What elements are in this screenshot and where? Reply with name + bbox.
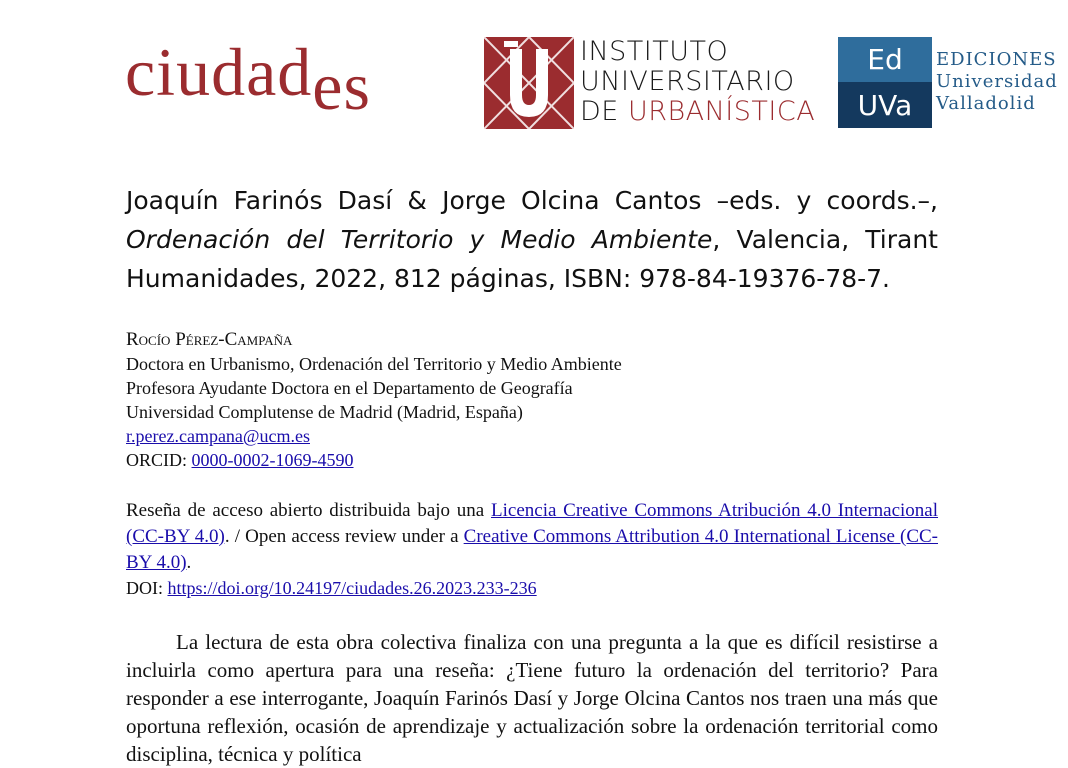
iuu-logo — [484, 37, 815, 129]
body-paragraph: La lectura de esta obra colectiva finaliza con una pregunta a la que es difícil resistirse a incluirla como apertura para una reseña: ¿Tiene futuro la ordenación del territorio? Para responder a ese interrogante, Joaquín Farinós Dasí y Jorge Olcina Cantos nos traen una más que oportuna reflexión, ocasión de aprendizaje y actualización sobre la ordenación territorial como disciplina, técnica y política — [126, 630, 938, 766]
iuu-line3-b: URBANÍSTICA — [627, 96, 816, 127]
eduva-line1: EDICIONES — [936, 49, 1057, 70]
doi-line — [126, 576, 938, 600]
iuu-logo-text — [580, 37, 815, 127]
eduva-mark — [838, 37, 932, 128]
title-part1: Joaquín Farinós Dasí & Jorge Olcina Cantos –eds. y coords.–, — [126, 186, 938, 215]
license-block — [126, 498, 938, 600]
license-link-es[interactable]: Licencia Creative Commons Atribución 4.0 Internacional (CC-BY 4.0) — [126, 500, 939, 547]
author-affiliation-1: Doctora en Urbanismo, Ordenación del Territorio y Medio Ambiente — [126, 354, 622, 374]
ciudades-logo-main: ciudad — [125, 34, 313, 110]
iuu-line1: INSTITUTO — [580, 36, 729, 67]
iuu-mark-icon — [484, 37, 574, 129]
iuu-line2: UNIVERSITARIO — [580, 66, 795, 97]
ciudades-logo — [125, 32, 371, 124]
review-title — [126, 181, 938, 298]
eduva-mark-bottom: UVa — [838, 82, 932, 128]
license-text-2: . / Open access review under a — [224, 526, 464, 547]
eduva-line3: Valladolid — [936, 93, 1036, 114]
license-link-en[interactable]: Creative Commons Attribution 4.0 International License (CC-BY 4.0) — [126, 526, 938, 573]
eduva-logo — [838, 37, 1058, 128]
iuu-line3 — [580, 97, 815, 127]
author-affiliation-2: Profesora Ayudante Doctora en el Departamento de Geografía — [126, 378, 573, 398]
orcid-link[interactable]: 0000-0002-1069-4590 — [191, 450, 354, 470]
title-book: Ordenación del Territorio y Medio Ambiente — [126, 225, 713, 254]
orcid-label: ORCID: — [126, 450, 192, 470]
eduva-mark-top: Ed — [838, 37, 932, 82]
doi-label: DOI: — [126, 578, 168, 598]
eduva-line2: Universidad — [936, 71, 1058, 92]
author-email-link[interactable]: r.perez.campana@ucm.es — [126, 426, 310, 446]
eduva-logo-text — [936, 49, 1058, 115]
title-part2: , Valencia, Tirant Humanidades, 2022, 812 páginas, ISBN: 978-84-19376-78-7. — [126, 225, 938, 293]
iuu-line3-a: DE — [580, 96, 628, 127]
license-text-1: Reseña de acceso abierto distribuida bajo una — [126, 500, 492, 521]
author-affiliation-3: Universidad Complutense de Madrid (Madrid, España) — [126, 402, 523, 422]
license-text-3: . — [186, 552, 192, 573]
author-name: Rocío Pérez-Campaña — [126, 329, 293, 350]
ciudades-logo-sub: es — [312, 48, 371, 124]
doi-link[interactable]: https://doi.org/10.24197/ciudades.26.2023.233-236 — [167, 578, 537, 598]
author-block — [126, 328, 938, 472]
